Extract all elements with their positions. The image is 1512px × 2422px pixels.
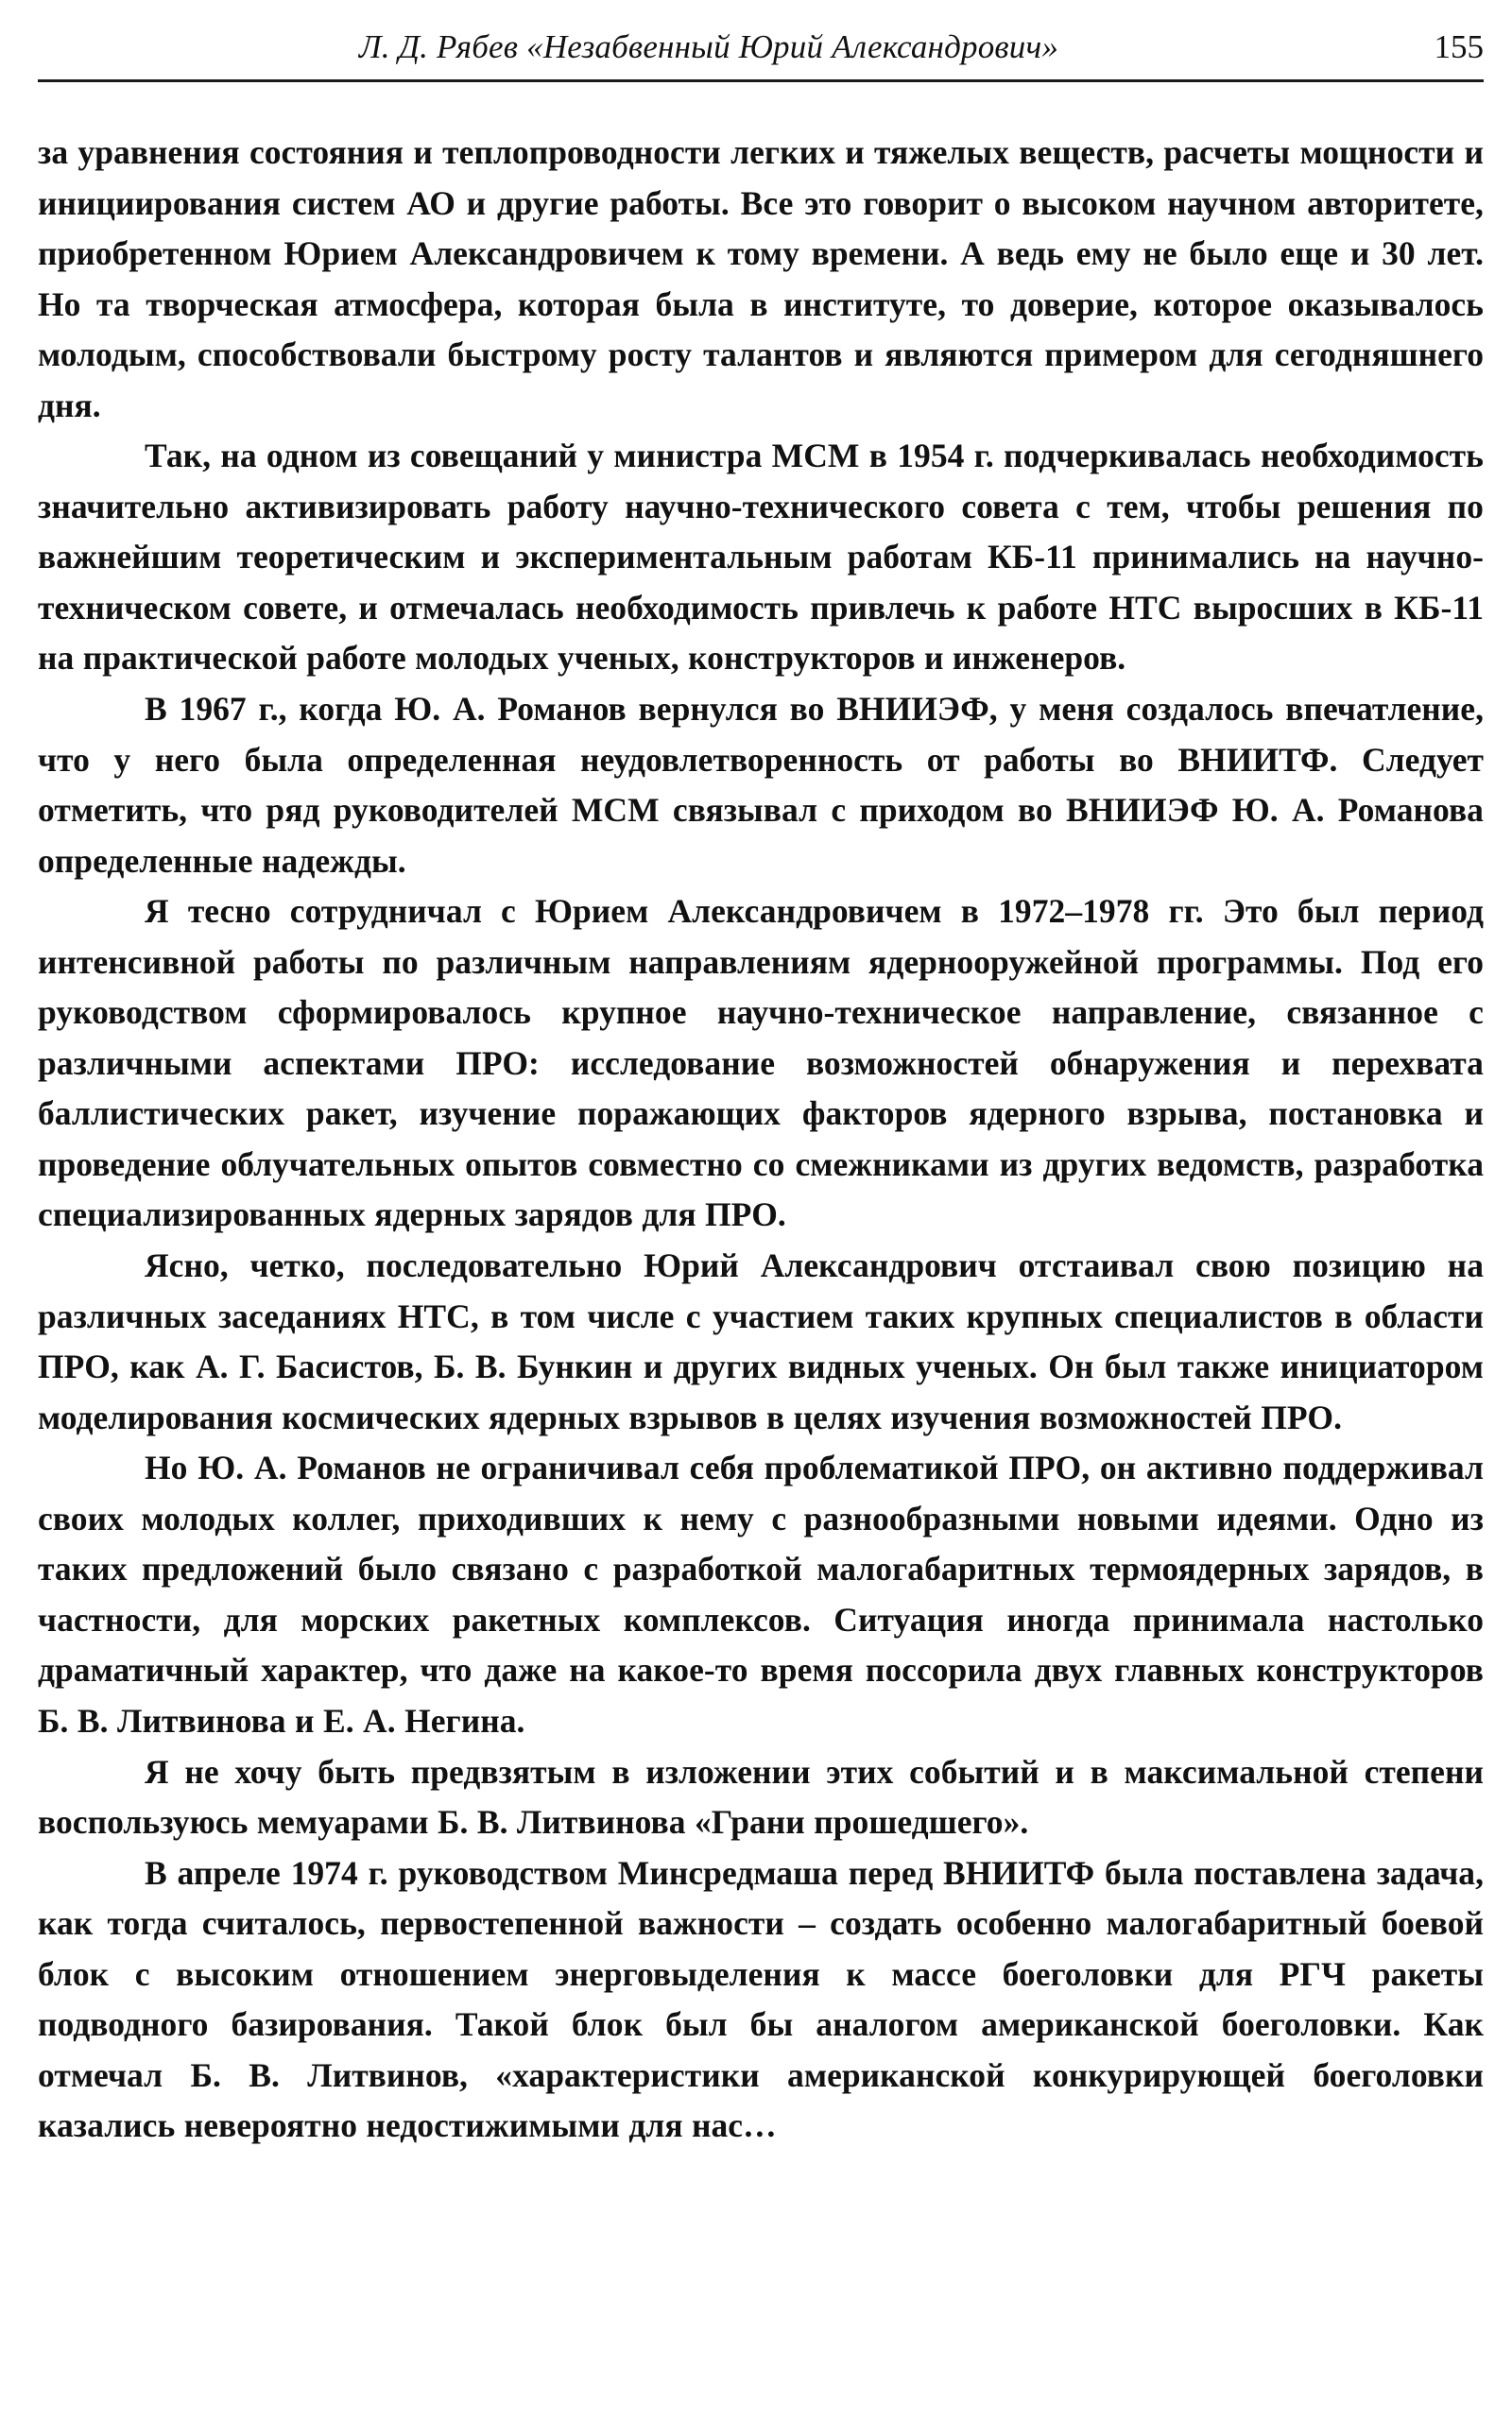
paragraph: Но Ю. А. Романов не ограничивал себя проблематикой ПРО, он активно поддерживал своих молодых коллег, приходивших к нему с разнообразными новыми идеями. Одно из таких предложений было связано с разработкой малогабаритных термоядерных зарядов, в частности, для морских ракетных комплексов. Ситуация иногда принимала настолько драматичный характер, что даже на какое-то время поссорила двух главных конструкторов Б. В. Литвинова и Е. А. Негина. (38, 1449, 1484, 1740)
paragraph: Я не хочу быть предвзятым в изложении этих событий и в максимальной степени воспользуюсь мемуарами Б. В. Литвинова «Грани прошедшего». (38, 1752, 1484, 1842)
paragraph: В 1967 г., когда Ю. А. Романов вернулся во ВНИИЭФ, у меня создалось впечатление, что у него была определенная неудовлетворенность от работы во ВНИИТФ. Следует отметить, что ряд руководителей МСМ связывал с приходом во ВНИИЭФ Ю. А. Романова определенные надежды. (38, 690, 1484, 880)
paragraph: Так, на одном из совещаний у министра МСМ в 1954 г. подчеркивалась необходимость значительно активизировать работу научно-технического совета с тем, чтобы решения по важнейшим теоретическим и экспериментальным работам КБ-11 принимались на научно-техническом совете, и отмечалась необходимость привлечь к работе НТС выросших в КБ-11 на практической работе молодых ученых, конструкторов и инженеров. (38, 437, 1484, 678)
paragraph-continued: за уравнения состояния и теплопроводности легких и тяжелых веществ, расчеты мощности и инициирования систем АО и другие работы. Все это говорит о высоком научном авторитете, приобретенном Юрием Александровичем к тому времени. А ведь ему не было еще и 30 лет. Но та творческая атмосфера, которая была в институте, то доверие, которое оказывалось молодым, способствовали быстрому росту талантов и являются примером для сегодняшнего дня. (38, 133, 1484, 424)
page-number: 155 (1434, 28, 1484, 65)
paragraph: В апреле 1974 г. руководством Минсредмаша перед ВНИИТФ была поставлена задача, как тогда считалось, первостепенной важности – создать особенно малогабаритный боевой блок с высоким отношением энерговыделения к массе боеголовки для РГЧ ракеты подводного базирования. Такой блок был бы аналогом американской боеголовки. Как отмечал Б. В. Литвинов, «характеристики американской конкурирующей боеголовки казались невероятно недостижимыми для нас… (38, 1853, 1484, 2145)
paragraph: Я тесно сотрудничал с Юрием Александровичем в 1972–1978 гг. Это был период интенсивной работы по различным направлениям ядернооружейной программы. Под его руководством сформировалось крупное научно-техническое направление, связанное с различными аспектами ПРО: исследование возможностей обнаружения и перехвата баллистических ракет, изучение поражающих факторов ядерного взрыва, постановка и проведение облучательных опытов совместно со смежниками из других ведомств, разработка специализированных ядерных зарядов для ПРО. (38, 892, 1484, 1234)
running-title: Л. Д. Рябев «Незабвенный Юрий Александрович» (358, 28, 1059, 65)
running-header (38, 25, 1484, 82)
body-text (38, 128, 1484, 2152)
paragraph: Ясно, четко, последовательно Юрий Александрович отстаивал свою позицию на различных заседаниях НТС, в том числе с участием таких крупных специалистов в области ПРО, как А. Г. Басистов, Б. В. Бункин и других видных ученых. Он был также инициатором моделирования космических ядерных взрывов в целях изучения возможностей ПРО. (38, 1246, 1484, 1436)
